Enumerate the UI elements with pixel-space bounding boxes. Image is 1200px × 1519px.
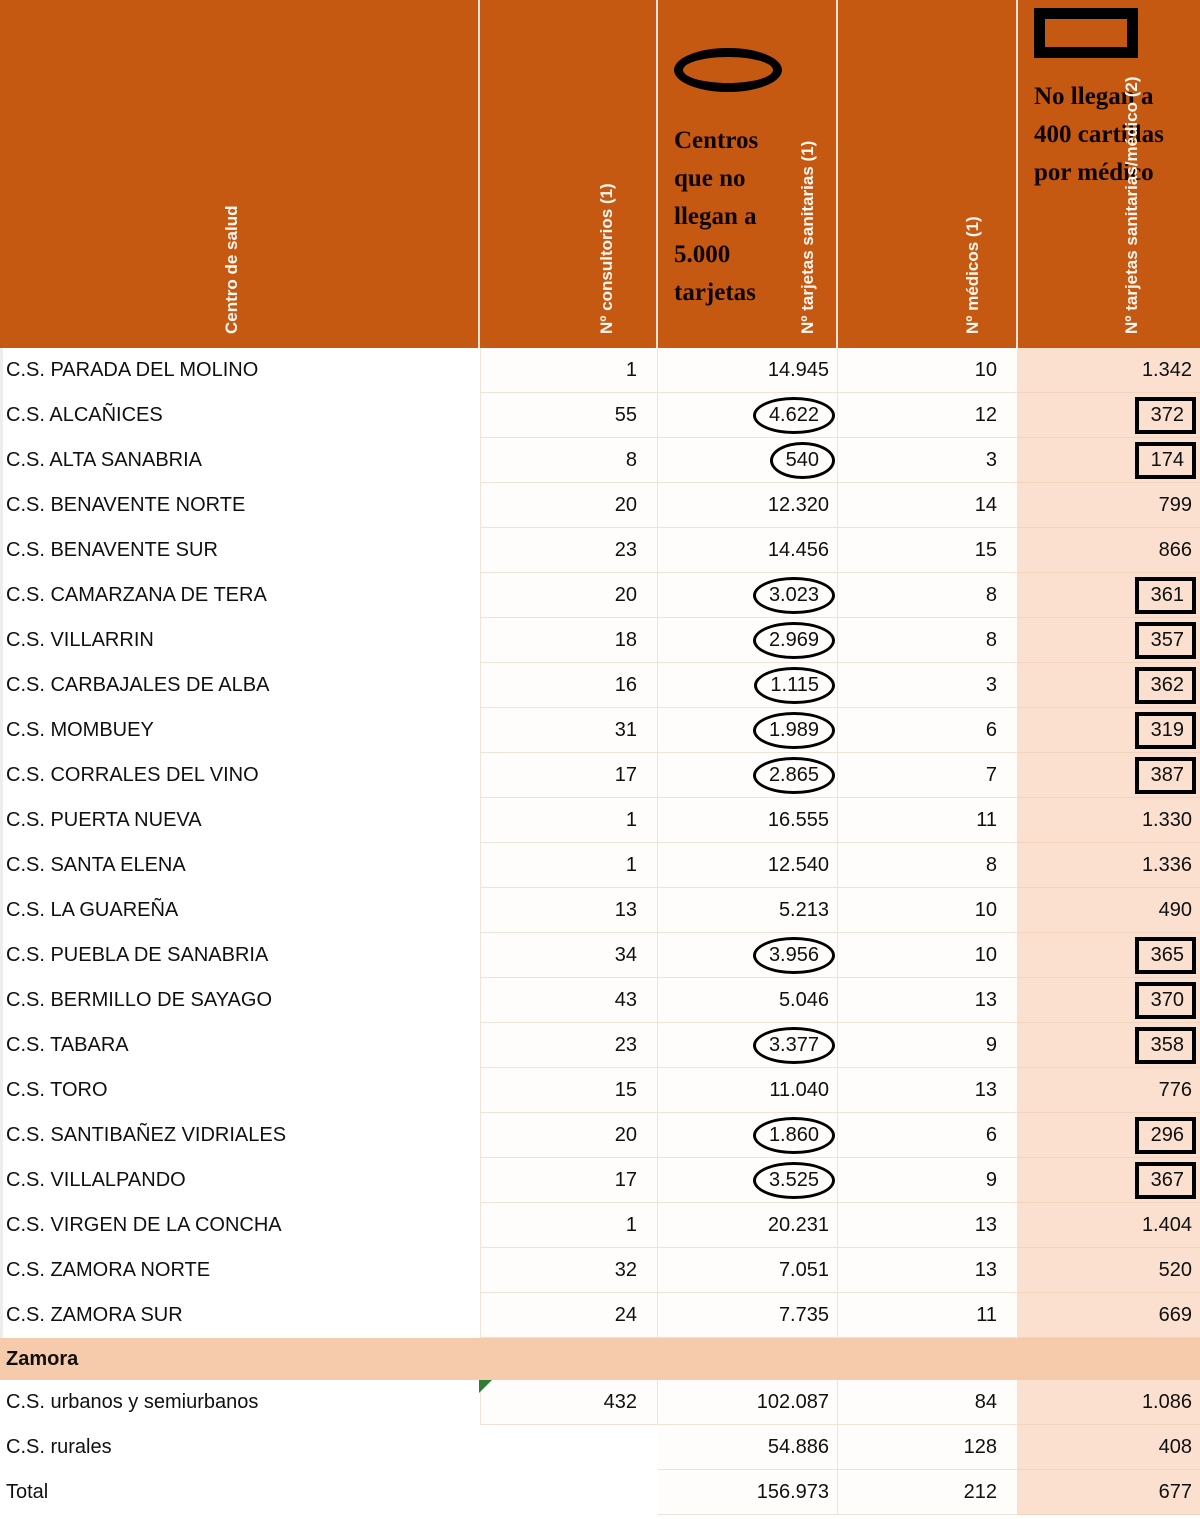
cell-tarjetas-sanitarias[interactable] xyxy=(658,708,838,753)
cell-tarjetas-sanitarias[interactable]: 11.040 xyxy=(658,1068,838,1113)
cell-centro-de-salud[interactable]: C.S. BERMILLO DE SAYAGO xyxy=(0,978,478,1023)
tarjetas-oval-annotation: 1.115 xyxy=(760,672,829,699)
cell-tarjetas-sanitarias[interactable]: 5.046 xyxy=(658,978,838,1023)
ratio-box-annotation: 296 xyxy=(1143,1123,1192,1148)
cell-centro-de-salud[interactable]: C.S. PARADA DEL MOLINO xyxy=(0,348,478,393)
cell-tarjetas-sanitarias[interactable] xyxy=(658,438,838,483)
table-row[interactable] xyxy=(0,618,1200,663)
cell-summary-label[interactable]: Total xyxy=(0,1470,478,1515)
ellipse-annotation-icon xyxy=(674,48,782,92)
cell-consultorios[interactable]: 20 xyxy=(480,1113,658,1158)
cell-centro-de-salud[interactable]: C.S. ZAMORA SUR xyxy=(0,1293,478,1338)
cell-tarjetas-sanitarias[interactable] xyxy=(658,393,838,438)
section-label: Zamora xyxy=(6,1347,79,1370)
cell-tarjetas-sanitarias[interactable] xyxy=(658,573,838,618)
cell-summary-label[interactable]: C.S. rurales xyxy=(0,1425,478,1470)
cell-medicos[interactable]: 212 xyxy=(838,1470,1018,1515)
cell-ratio[interactable] xyxy=(1018,393,1200,438)
cell-medicos[interactable]: 13 xyxy=(838,1248,1018,1293)
cell-centro-de-salud[interactable]: C.S. ZAMORA NORTE xyxy=(0,1248,478,1293)
cell-tarjetas-sanitarias[interactable] xyxy=(658,1158,838,1203)
table-row[interactable] xyxy=(0,528,1200,573)
summary-row[interactable] xyxy=(0,1380,1200,1425)
cell-medicos[interactable]: 9 xyxy=(838,1158,1018,1203)
table-row[interactable] xyxy=(0,1293,1200,1338)
header-label-tarjetas-sanitarias: Nº tarjetas sanitarias (1) xyxy=(798,140,817,334)
cell-tarjetas-sanitarias[interactable] xyxy=(658,1113,838,1158)
cell-ratio[interactable]: 408 xyxy=(1018,1425,1200,1470)
cell-tarjetas-sanitarias[interactable]: 12.320 xyxy=(658,483,838,528)
cell-ratio[interactable]: 1.342 xyxy=(1018,348,1200,393)
cell-medicos[interactable]: 14 xyxy=(838,483,1018,528)
tarjetas-oval-annotation: 3.956 xyxy=(759,942,829,969)
cell-tarjetas-sanitarias[interactable]: 20.231 xyxy=(658,1203,838,1248)
cell-centro-de-salud[interactable]: C.S. CARBAJALES DE ALBA xyxy=(0,663,478,708)
cell-ratio[interactable] xyxy=(1018,1113,1200,1158)
cell-consultorios[interactable]: 34 xyxy=(480,933,658,978)
tarjetas-oval-annotation: 3.525 xyxy=(759,1167,829,1194)
cell-centro-de-salud[interactable]: C.S. VIRGEN DE LA CONCHA xyxy=(0,1203,478,1248)
cell-ratio[interactable]: 1.404 xyxy=(1018,1203,1200,1248)
cell-consultorios[interactable]: 18 xyxy=(480,618,658,663)
cell-centro-de-salud[interactable]: C.S. LA GUAREÑA xyxy=(0,888,478,933)
cell-centro-de-salud[interactable]: C.S. VILLALPANDO xyxy=(0,1158,478,1203)
cell-centro-de-salud[interactable]: C.S. VILLARRIN xyxy=(0,618,478,663)
cell-ratio[interactable]: 520 xyxy=(1018,1248,1200,1293)
cell-tarjetas-sanitarias[interactable]: 7.735 xyxy=(658,1293,838,1338)
ratio-box-annotation: 362 xyxy=(1143,673,1192,698)
table-row[interactable] xyxy=(0,1113,1200,1158)
table-row[interactable] xyxy=(0,483,1200,528)
cell-tarjetas-sanitarias[interactable]: 12.540 xyxy=(658,843,838,888)
cell-medicos[interactable]: 3 xyxy=(838,663,1018,708)
ratio-box-annotation: 357 xyxy=(1143,628,1192,653)
cell-centro-de-salud[interactable]: C.S. ALCAÑICES xyxy=(0,393,478,438)
cell-ratio[interactable] xyxy=(1018,618,1200,663)
ratio-box-annotation: 174 xyxy=(1143,448,1192,473)
summary-row[interactable] xyxy=(0,1425,1200,1470)
cell-ratio[interactable] xyxy=(1018,978,1200,1023)
cell-medicos[interactable]: 6 xyxy=(838,1113,1018,1158)
cell-medicos[interactable]: 128 xyxy=(838,1425,1018,1470)
cell-tarjetas-sanitarias[interactable]: 102.087 xyxy=(658,1380,838,1425)
cell-centro-de-salud[interactable]: C.S. CAMARZANA DE TERA xyxy=(0,573,478,618)
cell-tarjetas-sanitarias[interactable] xyxy=(658,663,838,708)
cell-consultorios[interactable]: 43 xyxy=(480,978,658,1023)
table-row[interactable] xyxy=(0,708,1200,753)
cell-tarjetas-sanitarias[interactable]: 54.886 xyxy=(658,1425,838,1470)
header-cell-centro-de-salud[interactable] xyxy=(0,0,480,348)
table-row[interactable] xyxy=(0,1158,1200,1203)
ratio-box-annotation: 387 xyxy=(1143,763,1192,788)
cell-ratio[interactable]: 776 xyxy=(1018,1068,1200,1113)
cell-consultorios[interactable]: 55 xyxy=(480,393,658,438)
ratio-box-annotation: 372 xyxy=(1143,403,1192,428)
cell-ratio[interactable] xyxy=(1018,1023,1200,1068)
cell-tarjetas-sanitarias[interactable]: 14.945 xyxy=(658,348,838,393)
header-label-medicos: Nº médicos (1) xyxy=(963,216,982,334)
header-cell-medicos[interactable] xyxy=(838,0,1018,348)
error-marker-icon xyxy=(479,1380,492,1393)
header-cell-ratio[interactable] xyxy=(1018,0,1200,348)
cell-consultorios[interactable]: 432 xyxy=(480,1380,658,1425)
cell-medicos[interactable]: 3 xyxy=(838,438,1018,483)
summary-row[interactable] xyxy=(0,1470,1200,1515)
cell-centro-de-salud[interactable]: C.S. TABARA xyxy=(0,1023,478,1068)
cell-consultorios[interactable]: 23 xyxy=(480,1023,658,1068)
cell-tarjetas-sanitarias[interactable] xyxy=(658,1023,838,1068)
header-annotation-cartillas: No llegan a 400 cartillas por médico xyxy=(1034,83,1164,186)
table-row[interactable] xyxy=(0,978,1200,1023)
cell-tarjetas-sanitarias[interactable]: 16.555 xyxy=(658,798,838,843)
cell-centro-de-salud[interactable]: C.S. PUERTA NUEVA xyxy=(0,798,478,843)
cell-tarjetas-sanitarias[interactable]: 14.456 xyxy=(658,528,838,573)
cell-centro-de-salud[interactable]: C.S. BENAVENTE NORTE xyxy=(0,483,478,528)
ratio-box-annotation: 367 xyxy=(1143,1168,1192,1193)
section-row-zamora[interactable] xyxy=(0,1338,1200,1380)
cell-medicos[interactable]: 7 xyxy=(838,753,1018,798)
cell-medicos[interactable]: 10 xyxy=(838,348,1018,393)
cell-medicos[interactable]: 8 xyxy=(838,843,1018,888)
table-row[interactable] xyxy=(0,888,1200,933)
tarjetas-oval-annotation: 4.622 xyxy=(759,402,829,429)
cell-centro-de-salud[interactable]: C.S. CORRALES DEL VINO xyxy=(0,753,478,798)
cell-centro-de-salud[interactable]: C.S. SANTIBAÑEZ VIDRIALES xyxy=(0,1113,478,1158)
tarjetas-oval-annotation: 1.860 xyxy=(759,1122,829,1149)
header-cell-consultorios[interactable] xyxy=(480,0,658,348)
header-annotation-centros: Centros que no llegan a 5.000 tarjetas xyxy=(674,127,759,306)
ratio-box-annotation: 365 xyxy=(1143,943,1192,968)
cell-medicos[interactable]: 6 xyxy=(838,708,1018,753)
cell-consultorios[interactable]: 1 xyxy=(480,843,658,888)
cell-consultorios[interactable]: 17 xyxy=(480,753,658,798)
cell-centro-de-salud[interactable]: C.S. PUEBLA DE SANABRIA xyxy=(0,933,478,978)
cell-medicos[interactable]: 13 xyxy=(838,1203,1018,1248)
cell-ratio[interactable]: 677 xyxy=(1018,1470,1200,1515)
cell-medicos[interactable]: 13 xyxy=(838,1068,1018,1113)
header-label-consultorios: Nº consultorios (1) xyxy=(597,183,616,334)
cell-tarjetas-sanitarias[interactable] xyxy=(658,753,838,798)
cell-summary-label[interactable]: C.S. urbanos y semiurbanos xyxy=(0,1380,478,1425)
cell-medicos[interactable]: 8 xyxy=(838,573,1018,618)
cell-tarjetas-sanitarias[interactable] xyxy=(658,618,838,663)
cell-ratio[interactable]: 1.330 xyxy=(1018,798,1200,843)
table-row[interactable] xyxy=(0,573,1200,618)
cell-consultorios[interactable]: 13 xyxy=(480,888,658,933)
cell-consultorios[interactable]: 1 xyxy=(480,348,658,393)
table-row[interactable] xyxy=(0,663,1200,708)
table-row[interactable] xyxy=(0,438,1200,483)
cell-ratio[interactable] xyxy=(1018,708,1200,753)
cell-ratio[interactable] xyxy=(1018,438,1200,483)
cell-medicos[interactable]: 9 xyxy=(838,1023,1018,1068)
ratio-box-annotation: 361 xyxy=(1143,583,1192,608)
cell-consultorios[interactable]: 24 xyxy=(480,1293,658,1338)
cell-centro-de-salud[interactable]: C.S. ALTA SANABRIA xyxy=(0,438,478,483)
cell-ratio[interactable]: 799 xyxy=(1018,483,1200,528)
cell-consultorios[interactable]: 20 xyxy=(480,483,658,528)
tarjetas-oval-annotation: 1.989 xyxy=(759,717,829,744)
tarjetas-oval-annotation: 3.023 xyxy=(759,582,829,609)
cell-ratio[interactable]: 490 xyxy=(1018,888,1200,933)
cell-ratio[interactable]: 1.336 xyxy=(1018,843,1200,888)
cell-tarjetas-sanitarias[interactable]: 7.051 xyxy=(658,1248,838,1293)
cell-consultorios[interactable]: 1 xyxy=(480,798,658,843)
cell-tarjetas-sanitarias[interactable]: 156.973 xyxy=(658,1470,838,1515)
table-row[interactable] xyxy=(0,1248,1200,1293)
cell-medicos[interactable]: 13 xyxy=(838,978,1018,1023)
table-header xyxy=(0,0,1200,348)
tarjetas-oval-annotation: 2.969 xyxy=(759,627,829,654)
cell-centro-de-salud[interactable]: C.S. MOMBUEY xyxy=(0,708,478,753)
cell-ratio[interactable]: 866 xyxy=(1018,528,1200,573)
cell-medicos[interactable]: 15 xyxy=(838,528,1018,573)
cell-consultorios[interactable] xyxy=(480,1425,658,1470)
cell-consultorios[interactable]: 32 xyxy=(480,1248,658,1293)
ratio-box-annotation: 370 xyxy=(1143,988,1192,1013)
cell-medicos[interactable]: 12 xyxy=(838,393,1018,438)
cell-ratio[interactable] xyxy=(1018,663,1200,708)
cell-ratio[interactable] xyxy=(1018,1158,1200,1203)
cell-medicos[interactable]: 84 xyxy=(838,1380,1018,1425)
table-row[interactable] xyxy=(0,1203,1200,1248)
ratio-box-annotation: 358 xyxy=(1143,1033,1192,1058)
cell-consultorios[interactable]: 16 xyxy=(480,663,658,708)
header-label-centro-de-salud: Centro de salud xyxy=(222,205,241,334)
table-row[interactable] xyxy=(0,798,1200,843)
table-row[interactable] xyxy=(0,933,1200,978)
cell-consultorios[interactable]: 15 xyxy=(480,1068,658,1113)
tarjetas-oval-annotation: 2.865 xyxy=(759,762,829,789)
tarjetas-oval-annotation: 3.377 xyxy=(759,1032,829,1059)
cell-tarjetas-sanitarias[interactable] xyxy=(658,933,838,978)
cell-medicos[interactable]: 11 xyxy=(838,798,1018,843)
cell-medicos[interactable]: 10 xyxy=(838,888,1018,933)
header-label-ratio: Nº tarjetas sanitarias/médico (2) xyxy=(1122,76,1141,334)
cell-centro-de-salud[interactable]: C.S. TORO xyxy=(0,1068,478,1113)
table-row[interactable] xyxy=(0,843,1200,888)
tarjetas-oval-annotation: 540 xyxy=(776,447,829,474)
cell-ratio[interactable]: 669 xyxy=(1018,1293,1200,1338)
cell-medicos[interactable]: 11 xyxy=(838,1293,1018,1338)
cell-consultorios[interactable]: 17 xyxy=(480,1158,658,1203)
table-row[interactable] xyxy=(0,1023,1200,1068)
cell-medicos[interactable]: 10 xyxy=(838,933,1018,978)
table-row[interactable] xyxy=(0,348,1200,393)
table-row[interactable] xyxy=(0,393,1200,438)
cell-medicos[interactable]: 8 xyxy=(838,618,1018,663)
cell-consultorios[interactable]: 20 xyxy=(480,573,658,618)
cell-consultorios[interactable]: 1 xyxy=(480,1203,658,1248)
cell-ratio[interactable] xyxy=(1018,933,1200,978)
table-row[interactable] xyxy=(0,1068,1200,1113)
cell-ratio[interactable] xyxy=(1018,753,1200,798)
cell-consultorios[interactable]: 23 xyxy=(480,528,658,573)
cell-consultorios[interactable]: 8 xyxy=(480,438,658,483)
header-cell-tarjetas-sanitarias[interactable] xyxy=(658,0,838,348)
cell-consultorios[interactable] xyxy=(480,1470,658,1515)
cell-tarjetas-sanitarias[interactable]: 5.213 xyxy=(658,888,838,933)
cell-ratio[interactable] xyxy=(1018,573,1200,618)
cell-centro-de-salud[interactable]: C.S. BENAVENTE SUR xyxy=(0,528,478,573)
cell-consultorios[interactable]: 31 xyxy=(480,708,658,753)
cell-ratio[interactable]: 1.086 xyxy=(1018,1380,1200,1425)
ratio-box-annotation: 319 xyxy=(1143,718,1192,743)
cell-centro-de-salud[interactable]: C.S. SANTA ELENA xyxy=(0,843,478,888)
table-row[interactable] xyxy=(0,753,1200,798)
